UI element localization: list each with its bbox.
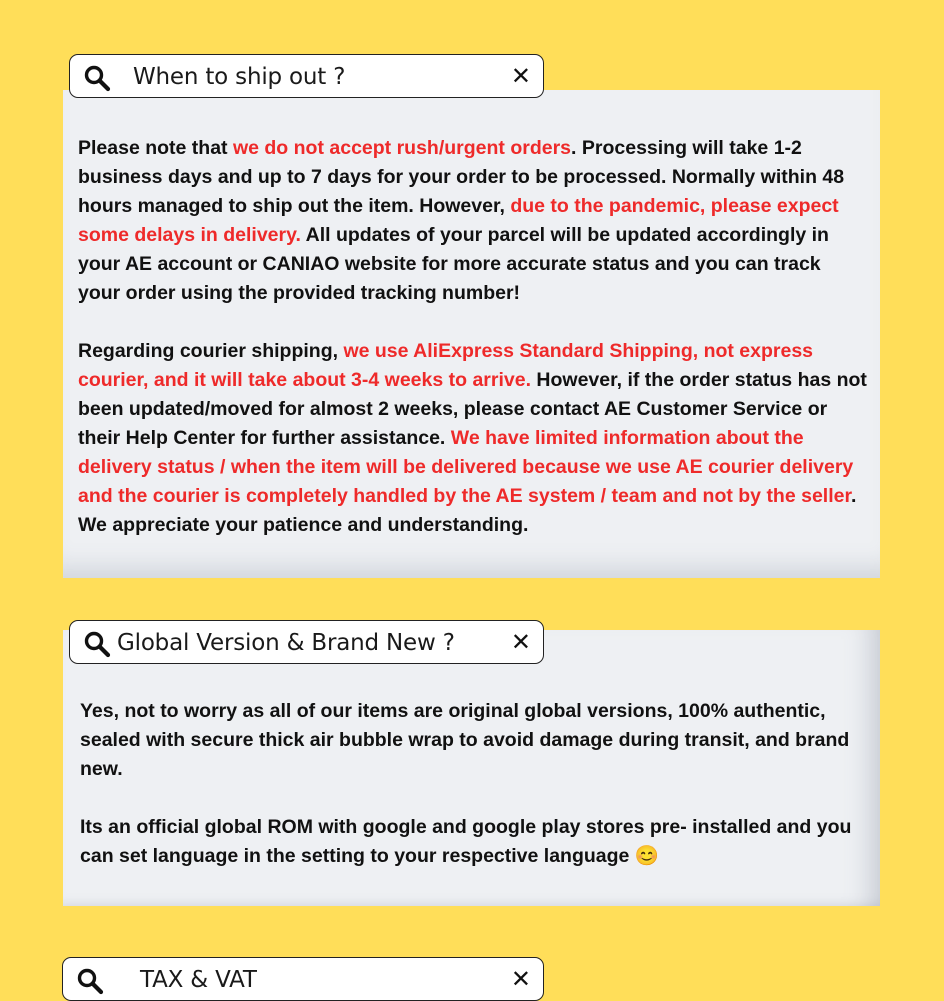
- body-text: However, if the order status has not been updated/moved for almost 2 weeks, please contact AE Customer Service or their Help Center for further assistance.: [78, 369, 867, 449]
- body-text: Please note that: [78, 137, 233, 159]
- question-bar-tax-vat[interactable]: [62, 957, 544, 1001]
- highlight-text: We have limited information about the delivery status / when the item will be delivered because we use AE courier delivery and the courier is completely handled by the AE system / team and not by the seller: [78, 427, 854, 507]
- body-text: Its an official global ROM with google and google play stores pre- installed and you can set language in the setting to your respective language 😊: [80, 816, 852, 867]
- body-text: All updates of your parcel will be updated accordingly in your AE account or CANIAO website for more accurate status and you can track your order using the provided tracking number!: [78, 224, 829, 304]
- answer-paragraph: [80, 697, 870, 784]
- close-icon[interactable]: ✕: [510, 965, 531, 993]
- question-bar-global-version[interactable]: [69, 620, 544, 664]
- highlight-text: we use AliExpress Standard Shipping, not express courier, and it will take about 3-4 weeks to arrive.: [78, 340, 814, 391]
- body-text: . We appreciate your patience and understanding.: [78, 485, 857, 536]
- highlight-text: we do not accept rush/urgent orders: [232, 137, 572, 159]
- search-icon: [83, 64, 111, 92]
- answer-paragraph: [78, 337, 868, 540]
- close-icon[interactable]: ✕: [510, 628, 531, 656]
- close-icon[interactable]: ✕: [510, 62, 531, 90]
- question-text: When to ship out ?: [133, 64, 346, 90]
- question-text: Global Version & Brand New ?: [117, 630, 455, 656]
- question-bar-shipping[interactable]: [69, 54, 544, 98]
- answer-paragraph: [78, 134, 868, 308]
- question-text: TAX & VAT: [140, 967, 257, 993]
- search-icon: [83, 630, 111, 658]
- highlight-text: due to the pandemic, please expect some delays in delivery.: [78, 195, 839, 246]
- body-text: Regarding courier shipping,: [78, 340, 344, 362]
- body-text: Yes, not to worry as all of our items are original global versions, 100% authentic, sealed with secure thick air bubble wrap to avoid damage during transit, and brand new.: [80, 700, 850, 780]
- body-text: . Processing will take 1-2 business days and up to 7 days for your order to be processed. Normally within 48 hours managed to ship out the item. However,: [78, 137, 845, 217]
- answer-paragraph: [80, 813, 870, 871]
- search-icon: [76, 967, 104, 995]
